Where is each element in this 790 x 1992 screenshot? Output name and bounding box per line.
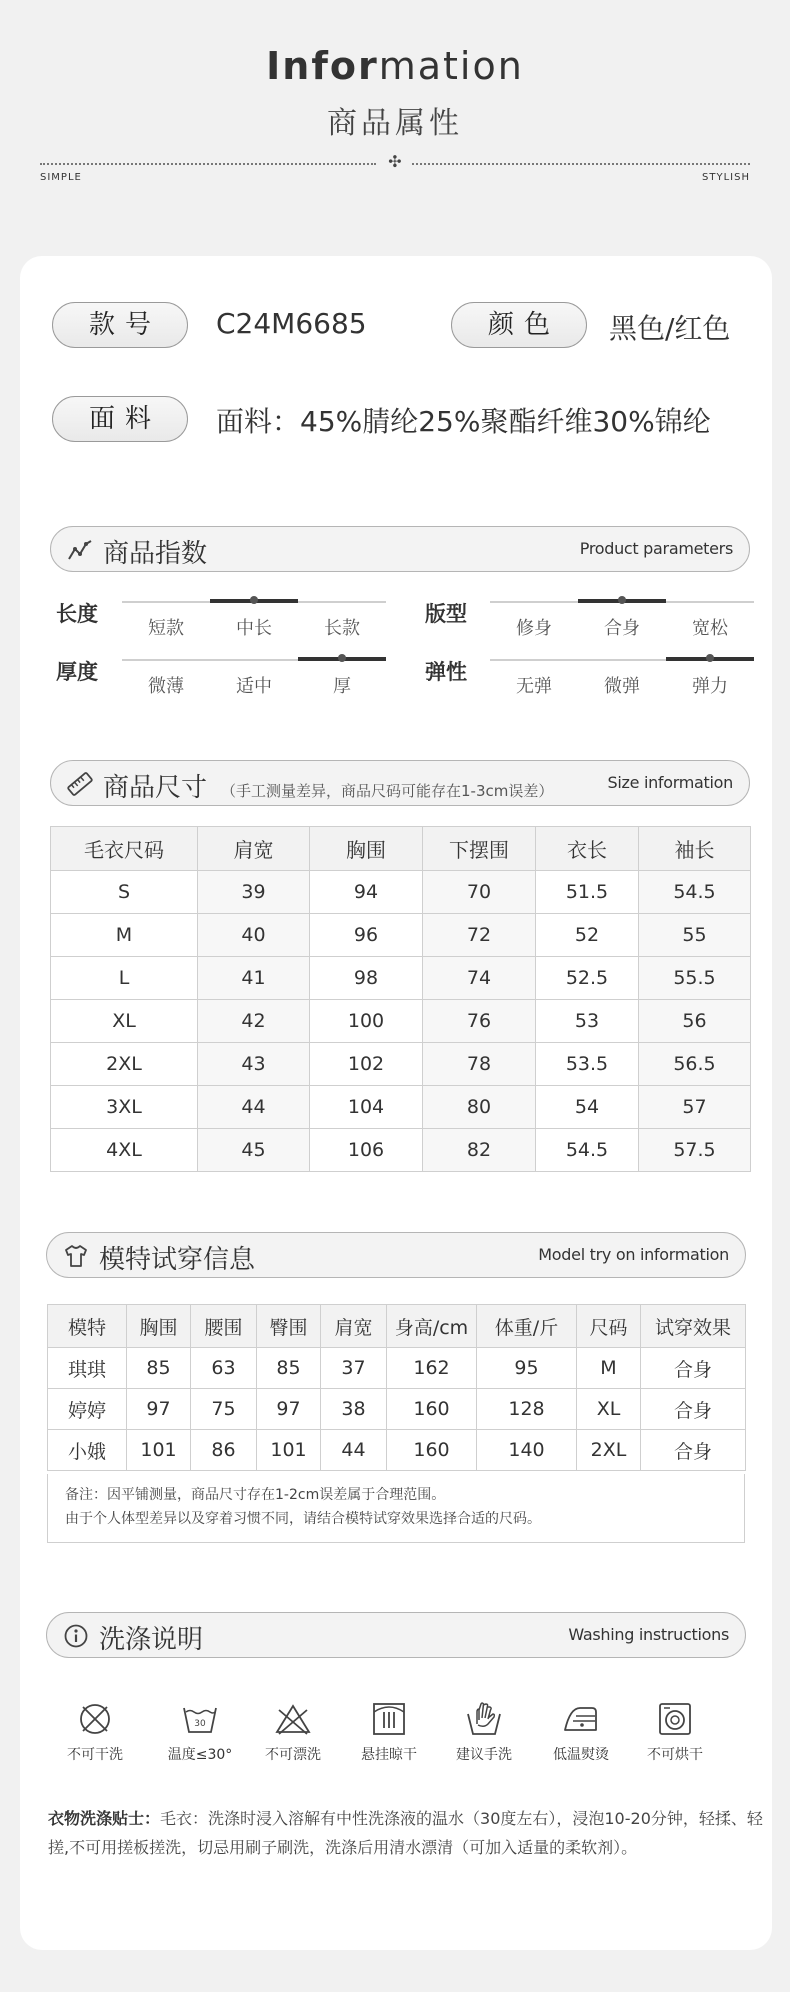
no-dry-clean-icon [76,1700,114,1738]
scale-option: 厚 [333,676,351,697]
scale-option: 宽松 [692,618,728,639]
title-bold: Infor [266,44,379,88]
table-cell: 101 [257,1430,321,1471]
table-cell: 55 [639,914,751,957]
table-cell: 56 [639,1000,751,1043]
table-cell: 40 [198,914,310,957]
table-header-cell: 身高/cm [387,1305,477,1348]
wash-label: 不可干洗 [67,1747,123,1763]
wash-item-low-iron [535,1700,627,1764]
size-banner [50,760,750,806]
size-table [50,826,751,1172]
table-cell: 57.5 [639,1129,751,1172]
divider-plus-icon: ✣ [388,152,402,171]
table-cell: 45 [198,1129,310,1172]
table-cell: 2XL [51,1043,198,1086]
divider-left [40,163,376,165]
table-cell: 合身 [641,1389,746,1430]
params-banner [50,526,750,572]
table-cell: 86 [191,1430,257,1471]
table-cell: 44 [198,1086,310,1129]
model-table [47,1304,746,1471]
table-header-cell: 袖长 [639,827,751,871]
table-header-cell: 下摆围 [423,827,536,871]
table-row [51,914,751,957]
wash-tips [48,1804,764,1862]
wash-label: 低温熨烫 [553,1747,609,1763]
title-light: mation [378,44,524,88]
table-row [51,957,751,1000]
color-label: 颜色 [451,302,587,348]
wash-item-hang-dry [343,1700,435,1764]
hang-dry-icon [370,1700,408,1738]
table-cell: 52 [536,914,639,957]
wash-en: Washing instructions [568,1625,729,1644]
table-row [51,1129,751,1172]
ruler-icon [67,771,93,797]
table-header-cell: 衣长 [536,827,639,871]
divider-right [412,163,750,165]
table-cell: 41 [198,957,310,1000]
table-cell: 162 [387,1348,477,1389]
param-label-fit: 版型 [425,602,467,626]
table-cell: 4XL [51,1129,198,1172]
scale-option: 适中 [236,676,272,697]
table-cell: 39 [198,871,310,914]
table-cell: 52.5 [536,957,639,1000]
table-cell: 54.5 [639,871,751,914]
wash-banner [46,1612,746,1658]
table-cell: 97 [257,1389,321,1430]
style-no-label: 款号 [52,302,188,348]
wash-30-icon [181,1700,219,1738]
low-iron-icon [562,1700,600,1738]
table-cell: 54 [536,1086,639,1129]
table-cell: XL [51,1000,198,1043]
table-cell: 97 [127,1389,191,1430]
table-cell: M [577,1348,641,1389]
table-header-cell: 毛衣尺码 [51,827,198,871]
param-scale-length [122,601,386,641]
table-cell: 琪琪 [48,1348,127,1389]
wash-label: 不可漂洗 [265,1747,321,1763]
wash-item-no-tumble-dry [629,1700,721,1764]
table-cell: 100 [310,1000,423,1043]
tshirt-icon [63,1243,89,1269]
model-note [47,1474,745,1543]
table-cell: 54.5 [536,1129,639,1172]
no-tumble-dry-icon [656,1700,694,1738]
table-row [51,1000,751,1043]
table-cell: 37 [321,1348,387,1389]
style-no-value: C24M6685 [216,307,367,340]
model-title: 模特试穿信息 [99,1245,256,1275]
size-title [103,767,553,804]
table-cell: XL [577,1389,641,1430]
tag-simple: SIMPLE [40,172,82,183]
table-header-cell: 胸围 [310,827,423,871]
table-cell: 85 [257,1348,321,1389]
wash-item-no-dry-clean [49,1700,141,1764]
table-cell: 72 [423,914,536,957]
table-cell: 106 [310,1129,423,1172]
fabric-label: 面料 [52,396,188,442]
scale-option: 修身 [516,618,552,639]
size-title-text: 商品尺寸 [103,773,208,803]
no-bleach-icon [274,1700,312,1738]
scale-option: 微弹 [604,676,640,697]
table-row [51,871,751,914]
table-row [48,1430,746,1471]
table-header-cell: 胸围 [127,1305,191,1348]
table-cell: 51.5 [536,871,639,914]
scale-option: 合身 [604,618,640,639]
scale-marker [706,654,714,662]
wash-label: 建议手洗 [456,1747,512,1763]
scale-marker [250,596,258,604]
table-header-cell: 肩宽 [321,1305,387,1348]
table-cell: 合身 [641,1348,746,1389]
param-scale-elasticity [490,659,754,699]
wash-label: 不可烘干 [647,1747,703,1763]
wash-item-hand-wash [438,1700,530,1764]
table-cell: 78 [423,1043,536,1086]
table-cell: 101 [127,1430,191,1471]
model-note-line2: 由于个人体型差异以及穿着习惯不同，请结合模特试穿效果选择合适的尺码。 [65,1511,541,1527]
page-subtitle: 商品属性 [327,106,463,141]
scale-marker [338,654,346,662]
table-header-cell: 肩宽 [198,827,310,871]
scale-option: 微薄 [148,676,184,697]
page-title [0,44,790,88]
table-cell: M [51,914,198,957]
table-cell: 70 [423,871,536,914]
wash-tips-text: 毛衣：洗涤时浸入溶解有中性洗涤液的温水（30度左右），浸泡10-20分钟，轻揉、轻搓,不可用搓板搓洗，切忌用刷子刷洗，洗涤后用清水漂清（可加入适量的柔软剂）。 [48,1809,763,1857]
wash-item-no-bleach [247,1700,339,1764]
wash-label: 温度≤30° [167,1747,233,1763]
param-scale-thickness [122,659,386,699]
table-cell: 98 [310,957,423,1000]
table-row [48,1348,746,1389]
wash-title: 洗涤说明 [99,1625,204,1655]
table-row [51,1086,751,1129]
model-en: Model try on information [538,1245,729,1264]
fabric-value: 面料：45%腈纶25%聚酯纤维30%锦纶 [216,405,711,438]
scale-option: 中长 [236,618,272,639]
param-label-elasticity: 弹性 [425,660,467,684]
table-row [51,1043,751,1086]
table-header-cell: 试穿效果 [641,1305,746,1348]
table-cell: 128 [477,1389,577,1430]
table-header-cell: 模特 [48,1305,127,1348]
model-banner [46,1232,746,1278]
param-scale-fit [490,601,754,641]
table-cell: 38 [321,1389,387,1430]
size-note: （手工测量差异，商品尺码可能存在1-3cm误差） [221,782,554,800]
table-cell: 56.5 [639,1043,751,1086]
trend-line-icon [67,537,93,563]
table-cell: 102 [310,1043,423,1086]
table-cell: 婷婷 [48,1389,127,1430]
table-cell: 160 [387,1389,477,1430]
param-label-length: 长度 [56,602,98,626]
table-header-cell: 臀围 [257,1305,321,1348]
params-en: Product parameters [579,539,733,558]
params-title: 商品指数 [103,539,208,569]
table-cell: L [51,957,198,1000]
scale-option: 无弹 [516,676,552,697]
table-cell: 合身 [641,1430,746,1471]
param-label-thickness: 厚度 [56,660,98,684]
table-cell: 42 [198,1000,310,1043]
info-icon [63,1623,89,1649]
table-cell: 82 [423,1129,536,1172]
tag-stylish: STYLISH [702,172,750,183]
color-value: 黑色/红色 [609,312,731,345]
hand-wash-icon [465,1700,503,1738]
table-header-cell: 体重/斤 [477,1305,577,1348]
table-cell: 160 [387,1430,477,1471]
scale-option: 长款 [324,618,360,639]
wash-temp-mark: 30 [194,1719,206,1729]
table-cell: S [51,871,198,914]
table-cell: 76 [423,1000,536,1043]
table-cell: 63 [191,1348,257,1389]
scale-option: 弹力 [692,676,728,697]
table-cell: 小娥 [48,1430,127,1471]
table-cell: 57 [639,1086,751,1129]
table-cell: 44 [321,1430,387,1471]
table-cell: 53 [536,1000,639,1043]
table-row [48,1389,746,1430]
table-cell: 55.5 [639,957,751,1000]
table-cell: 104 [310,1086,423,1129]
table-cell: 74 [423,957,536,1000]
model-note-line1: 备注：因平铺测量，商品尺寸存在1-2cm误差属于合理范围。 [65,1487,446,1503]
table-header-cell: 尺码 [577,1305,641,1348]
table-cell: 53.5 [536,1043,639,1086]
table-cell: 94 [310,871,423,914]
wash-item-temp [154,1700,246,1764]
table-cell: 96 [310,914,423,957]
table-header-cell: 腰围 [191,1305,257,1348]
table-cell: 75 [191,1389,257,1430]
table-cell: 2XL [577,1430,641,1471]
table-cell: 140 [477,1430,577,1471]
table-cell: 80 [423,1086,536,1129]
scale-option: 短款 [148,618,184,639]
table-cell: 43 [198,1043,310,1086]
wash-label: 悬挂晾干 [361,1747,417,1763]
table-cell: 3XL [51,1086,198,1129]
table-cell: 95 [477,1348,577,1389]
wash-tips-label: 衣物洗涤贴士： [48,1809,161,1828]
size-en: Size information [607,773,733,792]
scale-marker [618,596,626,604]
table-cell: 85 [127,1348,191,1389]
